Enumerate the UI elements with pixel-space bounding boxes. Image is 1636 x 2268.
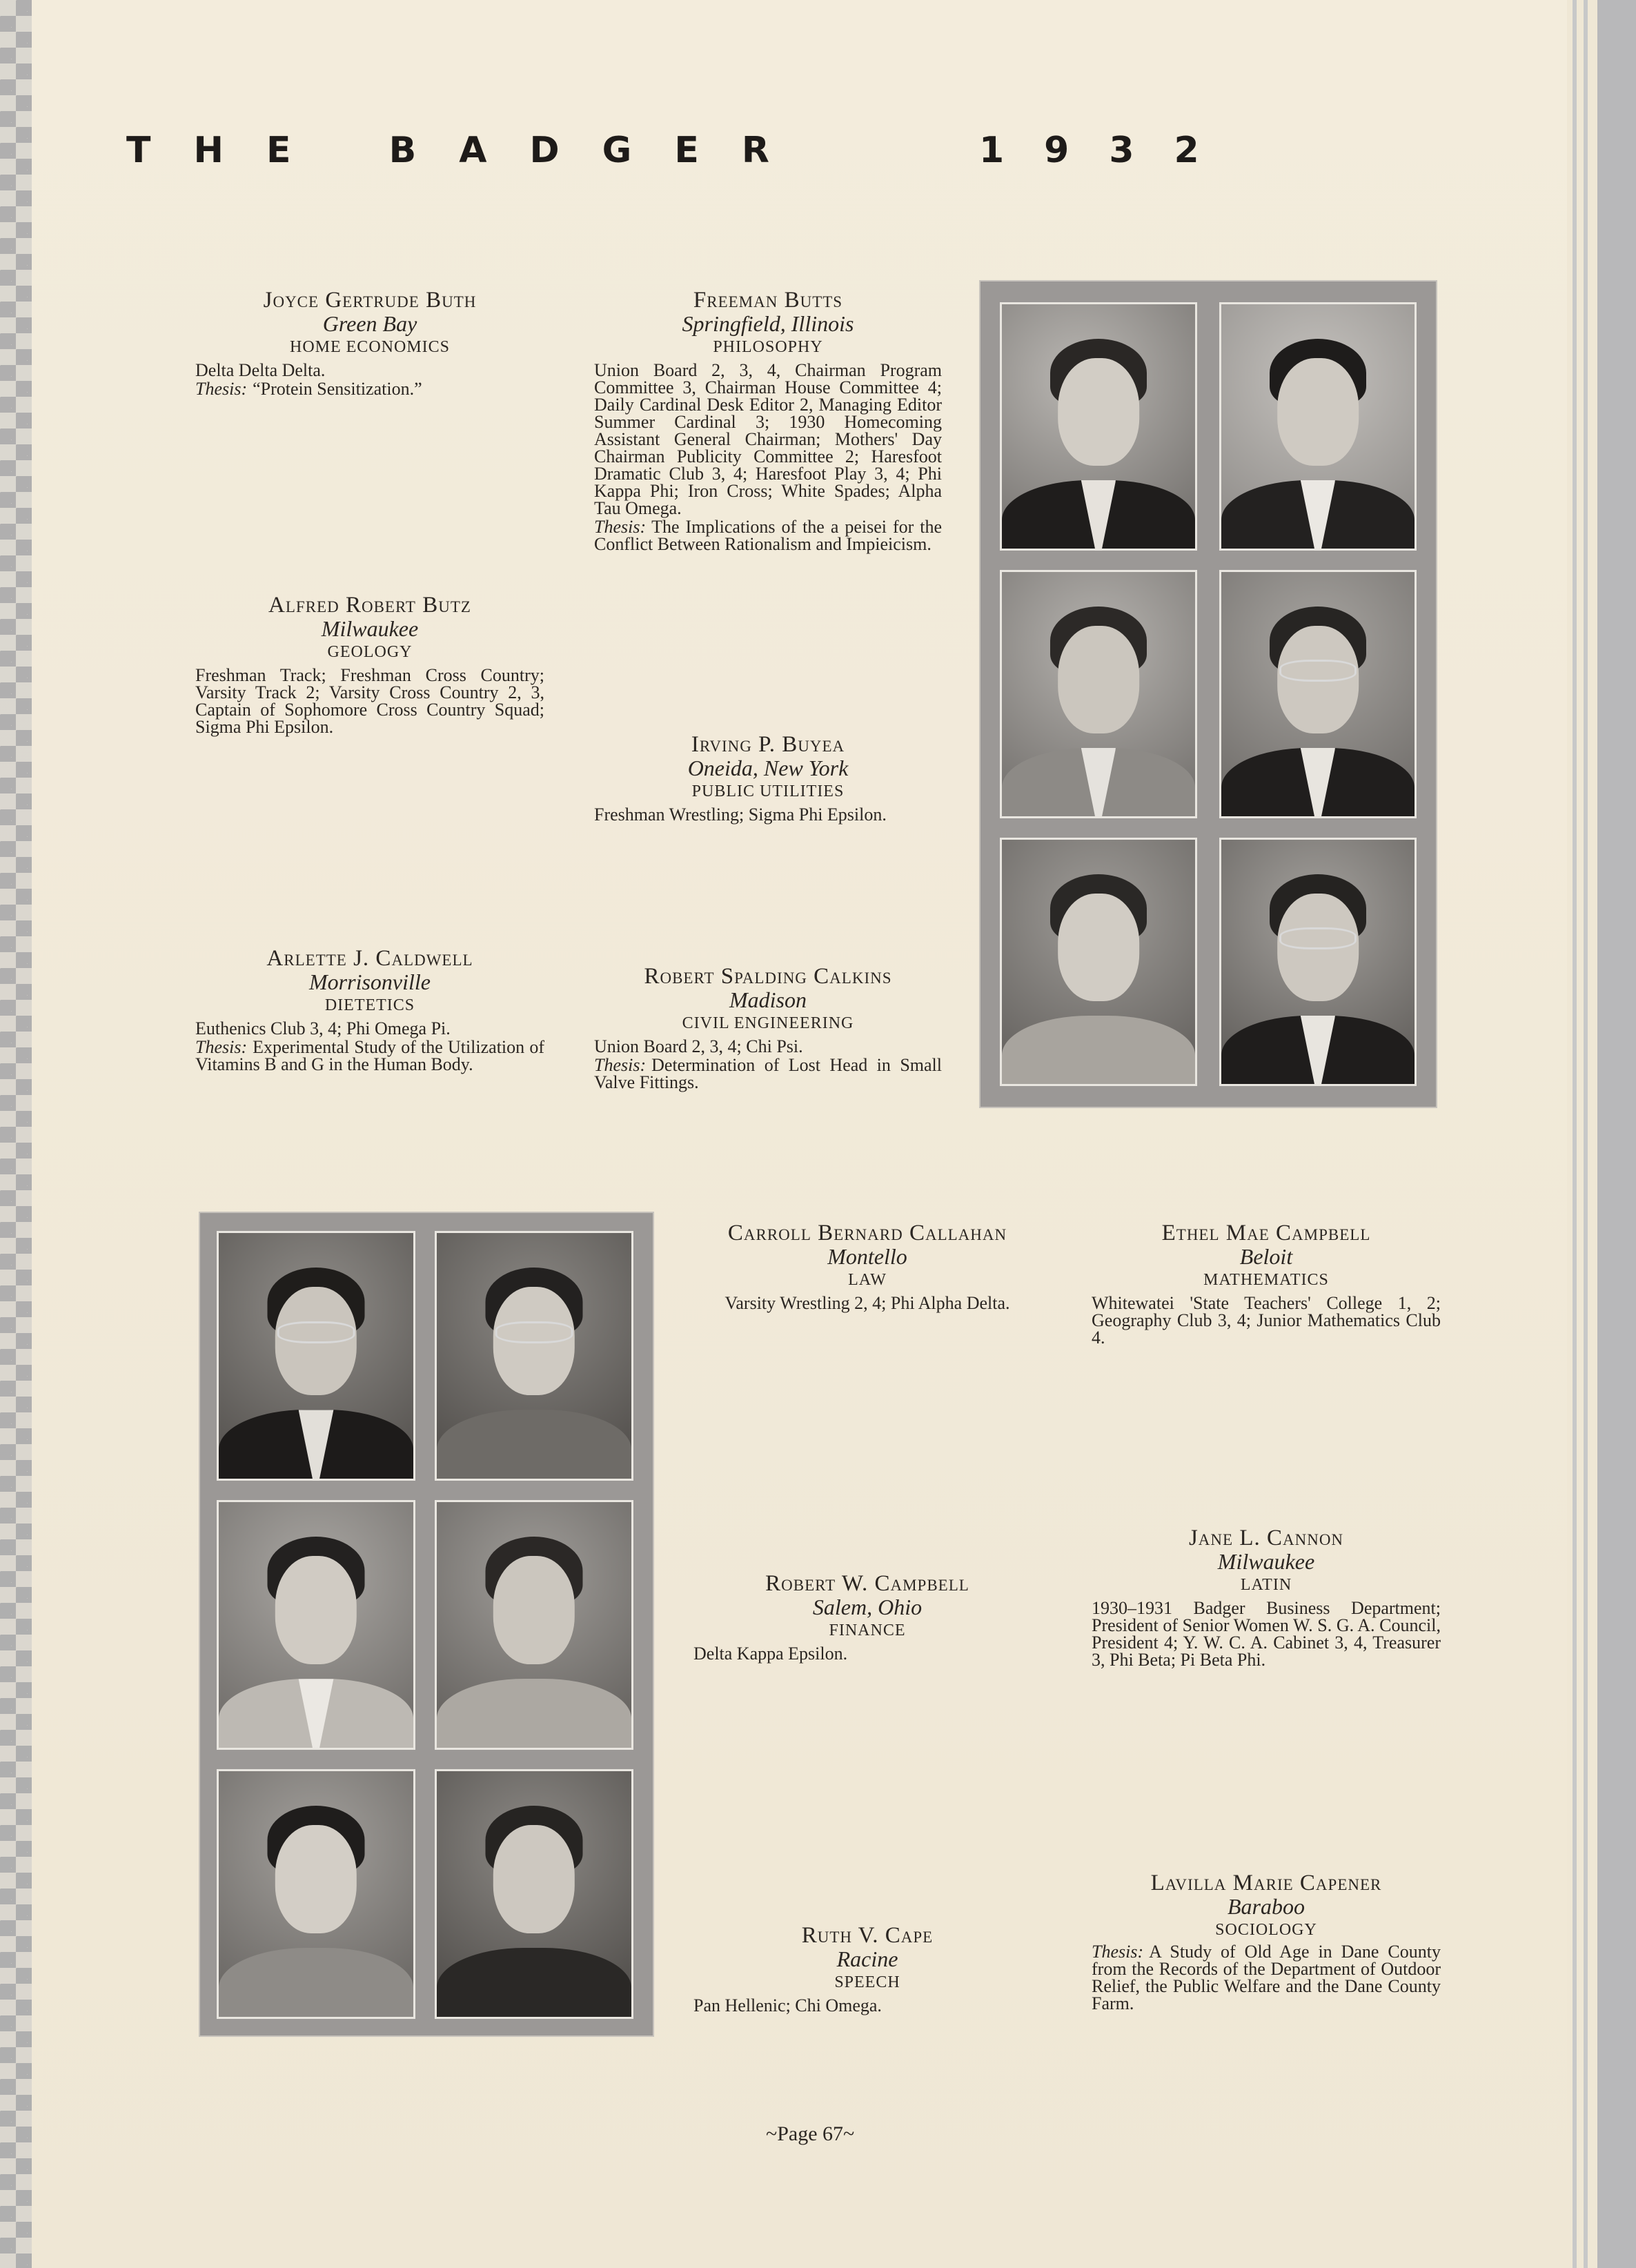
entry-activities: Union Board 2, 3, 4, Chairman Program Committee 3, Chairman House Committee 4; Daily Cardinal Desk Editor 2, Managing Editor Summer Cardinal 3; 1930 Homecoming Assistant General Chairman; Mothers' Day Chairman Publicity Committee 2; Haresfoot Dramatic Club 3, 4; Haresfoot Play 3, 4; Phi Kappa Phi; Iron Cross; White Spades; Alpha Tau Omega. xyxy=(594,360,942,518)
entry-department: MATHEMATICS xyxy=(1203,1271,1329,1289)
entry-department: SPEECH xyxy=(834,1973,900,1991)
entry-activities: 1930–1931 Badger Business Department; President of Senior Women W. S. G. A. Council, President 4; Y. W. C. A. Cabinet 3, 4, Treasurer 3, Phi Beta; Pi Beta Phi. xyxy=(1092,1598,1441,1670)
entry-thesis xyxy=(594,518,942,553)
senior-entry xyxy=(594,965,942,1091)
entry-activities: Pan Hellenic; Chi Omega. xyxy=(693,1995,882,2015)
entry-hometown: Montello xyxy=(827,1244,907,1269)
entry-name: Irving P. Buyea xyxy=(691,732,845,757)
entry-activities: Whitewatei 'State Teachers' College 1, 2; Geography Club 3, 4; Junior Mathematics Club 4. xyxy=(1092,1293,1441,1348)
entry-department: DIETETICS xyxy=(324,996,415,1014)
entry-thesis xyxy=(195,380,544,397)
entry-hometown: Springfield, Illinois xyxy=(682,311,854,336)
senior-entry xyxy=(594,733,942,823)
entry-hometown: Morrisonville xyxy=(309,969,431,994)
portrait-grid-top xyxy=(979,280,1437,1108)
thesis-text: The Implications of the a peisei for the Conflict Between Rationalism and Impieicism. xyxy=(594,517,942,554)
thesis-label: Thesis: xyxy=(195,1037,248,1057)
decorative-left-border xyxy=(0,0,32,2268)
entry-hometown: Beloit xyxy=(1239,1244,1293,1269)
senior-entry xyxy=(195,593,544,736)
senior-entry xyxy=(693,1924,1041,2014)
thesis-text: Determination of Lost Head in Small Valve Fittings. xyxy=(594,1055,942,1092)
thesis-label: Thesis: xyxy=(1092,1942,1144,1962)
portrait-photo xyxy=(217,1769,415,2019)
senior-entry xyxy=(195,947,544,1073)
entry-thesis xyxy=(1092,1943,1441,2012)
entry-activities: Freshman Wrestling; Sigma Phi Epsilon. xyxy=(594,805,887,825)
entry-activities: Euthenics Club 3, 4; Phi Omega Pi. xyxy=(195,1018,451,1038)
entry-department: GEOLOGY xyxy=(327,643,413,661)
thesis-text: “Protein Sensitization.” xyxy=(253,379,422,399)
entry-hometown: Salem, Ohio xyxy=(812,1595,923,1619)
entry-department: PHILOSOPHY xyxy=(713,338,823,356)
portrait-photo xyxy=(435,1231,633,1481)
entry-hometown: Milwaukee xyxy=(1217,1549,1315,1574)
senior-entry xyxy=(195,288,544,397)
entry-thesis xyxy=(594,1056,942,1091)
glasses-icon xyxy=(277,1321,355,1343)
entry-name: Robert Spalding Calkins xyxy=(644,964,892,989)
header-title: THE BADGER xyxy=(126,130,812,171)
portrait-photo xyxy=(217,1500,415,1750)
portrait-photo xyxy=(1000,838,1197,1086)
entry-hometown: Madison xyxy=(729,987,807,1012)
entry-department: CIVIL ENGINEERING xyxy=(682,1014,854,1032)
entry-hometown: Milwaukee xyxy=(321,616,419,641)
entry-hometown: Green Bay xyxy=(322,311,417,336)
thesis-label: Thesis: xyxy=(594,517,647,537)
portrait-grid-bottom xyxy=(199,1212,654,2037)
glasses-icon xyxy=(1279,927,1357,949)
portrait-photo xyxy=(435,1769,633,2019)
decorative-right-stripes xyxy=(1567,0,1636,2268)
thesis-text: A Study of Old Age in Dane County from the Records of the Department of Outdoor Relief, the Public Welfare and the Dane County Farm. xyxy=(1092,1942,1441,2013)
entry-name: Robert W. Campbell xyxy=(765,1571,969,1596)
senior-entry xyxy=(693,1572,1041,1662)
entry-activities: Freshman Track; Freshman Cross Country; Varsity Track 2; Varsity Cross Country 2, 3, Captain of Sophomore Cross Country Squad; Sigma Phi Epsilon. xyxy=(195,665,544,737)
entry-department: FINANCE xyxy=(829,1621,906,1639)
entry-name: Freeman Butts xyxy=(693,288,843,313)
page-number: ~Page 67~ xyxy=(766,2122,855,2145)
entry-hometown: Racine xyxy=(836,1946,898,1971)
portrait-photo xyxy=(1219,570,1417,818)
entry-name: Ruth V. Cape xyxy=(801,1923,934,1948)
thesis-text: Experimental Study of the Utilization of Vitamins B and G in the Human Body. xyxy=(195,1037,544,1074)
entry-activities: Delta Kappa Epsilon. xyxy=(693,1644,848,1664)
entry-hometown: Oneida, New York xyxy=(687,756,849,780)
senior-entry xyxy=(1092,1526,1441,1668)
portrait-photo xyxy=(1219,838,1417,1086)
entry-name: Carroll Bernard Callahan xyxy=(727,1221,1007,1245)
entry-name: Arlette J. Caldwell xyxy=(266,946,473,971)
portrait-photo xyxy=(1000,302,1197,551)
entry-name: Joyce Gertrude Buth xyxy=(263,288,477,313)
entry-activities: Delta Delta Delta. xyxy=(195,360,326,380)
thesis-label: Thesis: xyxy=(594,1055,647,1075)
entry-thesis xyxy=(195,1038,544,1073)
entry-name: Jane L. Cannon xyxy=(1188,1526,1344,1550)
senior-entry xyxy=(594,288,942,553)
entry-department: SOCIOLOGY xyxy=(1215,1921,1317,1939)
portrait-photo xyxy=(1000,570,1197,818)
glasses-icon xyxy=(1279,660,1357,682)
entry-department: LATIN xyxy=(1240,1576,1292,1594)
entry-department: PUBLIC UTILITIES xyxy=(691,782,845,800)
entry-department: HOME ECONOMICS xyxy=(289,338,450,356)
entry-activities: Union Board 2, 3, 4; Chi Psi. xyxy=(594,1036,803,1056)
glasses-icon xyxy=(495,1321,573,1343)
entry-name: Alfred Robert Butz xyxy=(268,593,471,618)
portrait-photo xyxy=(217,1231,415,1481)
entry-activities: Varsity Wrestling 2, 4; Phi Alpha Delta. xyxy=(725,1293,1010,1313)
entry-department: LAW xyxy=(848,1271,887,1289)
entry-hometown: Baraboo xyxy=(1228,1894,1305,1919)
entry-name: Ethel Mae Campbell xyxy=(1161,1221,1371,1245)
senior-entry xyxy=(1092,1871,1441,2012)
header-year: 1932 xyxy=(979,130,1239,171)
thesis-label: Thesis: xyxy=(195,379,248,399)
senior-entry xyxy=(1092,1221,1441,1346)
senior-entry xyxy=(693,1221,1041,1312)
entry-name: Lavilla Marie Capener xyxy=(1150,1871,1382,1895)
portrait-photo xyxy=(1219,302,1417,551)
portrait-photo xyxy=(435,1500,633,1750)
